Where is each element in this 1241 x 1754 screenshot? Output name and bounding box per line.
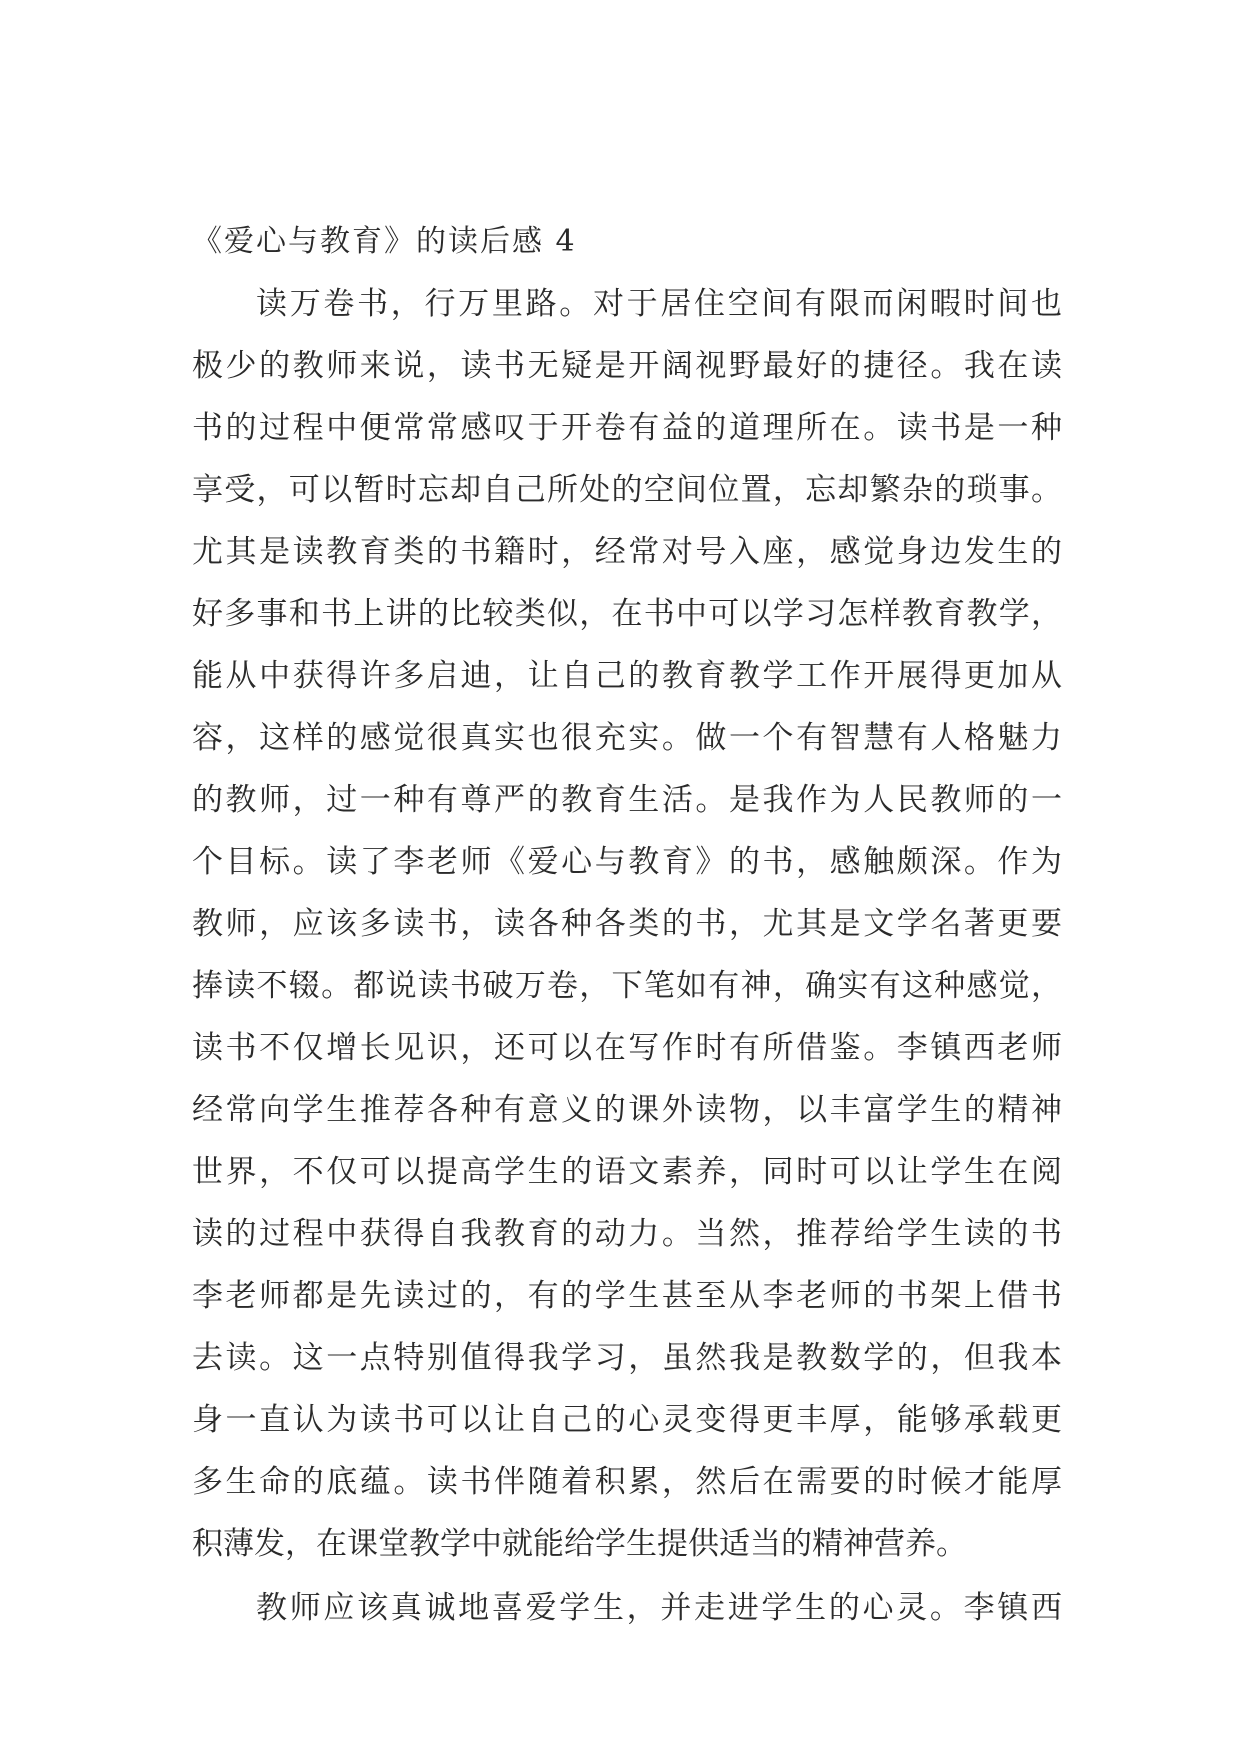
paragraph-line: 读书不仅增长见识，还可以在写作时有所借鉴。李镇西老师 [192, 1030, 1062, 1066]
paragraph-line: 读的过程中获得自我教育的动力。当然，推荐给学生读的书 [192, 1216, 1062, 1252]
paragraph-line: 享受，可以暂时忘却自己所处的空间位置，忘却繁杂的琐事。 [192, 472, 1062, 508]
paragraph-line: 捧读不辍。都说读书破万卷，下笔如有神，确实有这种感觉， [192, 968, 1062, 1004]
paragraph-line: 教师，应该多读书，读各种各类的书，尤其是文学名著更要 [192, 906, 1062, 942]
paragraph-line: 的教师，过一种有尊严的教育生活。是我作为人民教师的一 [192, 782, 1062, 818]
paragraph-line: 李老师都是先读过的，有的学生甚至从李老师的书架上借书 [192, 1278, 1062, 1314]
paragraph-line: 能从中获得许多启迪，让自己的教育教学工作开展得更加从 [192, 658, 1062, 694]
paragraph-line: 书的过程中便常常感叹于开卷有益的道理所在。读书是一种 [192, 410, 1062, 446]
paragraph-line: 尤其是读教育类的书籍时，经常对号入座，感觉身边发生的 [192, 534, 1062, 570]
paragraph-line: 读万卷书，行万里路。对于居住空间有限而闲暇时间也 [256, 286, 1062, 322]
paragraph-line: 世界，不仅可以提高学生的语文素养，同时可以让学生在阅 [192, 1154, 1062, 1190]
document-title: 《爱心与教育》的读后感 4 [192, 224, 577, 259]
paragraph-line: 好多事和书上讲的比较类似，在书中可以学习怎样教育教学， [192, 596, 1062, 632]
paragraph-line: 容，这样的感觉很真实也很充实。做一个有智慧有人格魅力 [192, 720, 1062, 756]
paragraph-line: 身一直认为读书可以让自己的心灵变得更丰厚，能够承载更 [192, 1402, 1062, 1438]
paragraph-line: 个目标。读了李老师《爱心与教育》的书，感触颇深。作为 [192, 844, 1062, 880]
paragraph-line: 多生命的底蕴。读书伴随着积累，然后在需要的时候才能厚 [192, 1464, 1062, 1500]
paragraph-line: 极少的教师来说，读书无疑是开阔视野最好的捷径。我在读 [192, 348, 1062, 384]
paragraph-line: 经常向学生推荐各种有意义的课外读物，以丰富学生的精神 [192, 1092, 1062, 1128]
paragraph-line: 教师应该真诚地喜爱学生，并走进学生的心灵。李镇西 [256, 1590, 1062, 1626]
paragraph-line: 去读。这一点特别值得我学习，虽然我是教数学的，但我本 [192, 1340, 1062, 1376]
paragraph-line: 积薄发，在课堂教学中就能给学生提供适当的精神营养。 [192, 1526, 967, 1562]
